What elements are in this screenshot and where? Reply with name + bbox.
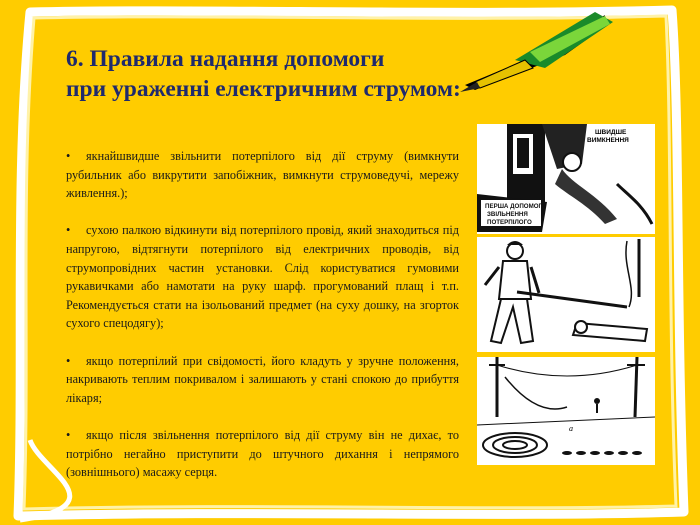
list-item-text: якнайшвидше звільнити потерпілого від дії струму (вимкнути рубильник або викрутити запобіжник, вимкнути струмоведучі, мережу живлення.); [66, 149, 459, 201]
list-item-text: сухою палкою відкинути від потерпілого провід, який знаходиться під напругою, відтягнути потерпілого від електричних проводів, від струмопровідних частин установки. Слід користуватися гумовими рукавичками або намотати на руку шарф. прогумований плащ і т.п. Рекомендується стати на ізольований предмет (на суху дошку, на згорток сухого спецодягу); [66, 223, 459, 331]
illustration-remove-wire [477, 237, 655, 352]
bullet-marker: • [66, 353, 71, 368]
list-item [66, 426, 459, 482]
switch-off-drawing [477, 124, 655, 234]
list-item-text: якщо після звільнення потерпілого від дії струму він не дихає, то потрібно негайно приступити до штучного дихання і непрямого (зовнішнього) масажу серця. [66, 427, 459, 480]
instructions-list [66, 147, 459, 500]
list-item [66, 147, 459, 203]
bullet-marker: • [66, 223, 71, 238]
list-item [66, 221, 459, 333]
illustration-scene [477, 357, 655, 465]
illustration-switch-off [477, 124, 655, 234]
scene-drawing [477, 357, 655, 465]
list-item-text: якщо потерпілий при свідомості, його кладуть у зручне положення, накривають теплим покривалом і залишають у стані спокою до прибуття лікаря; [66, 353, 459, 405]
switch-sign-text: ШВИДШЕ ВИМКНЕННЯ [587, 129, 629, 144]
bullet-marker: • [66, 149, 71, 163]
caption-text: ПЕРША ДОПОМОГА ЗВІЛЬНЕННЯ ПОТЕРПІЛОГО [485, 203, 547, 226]
list-item [66, 352, 459, 408]
slide-title [66, 44, 586, 104]
figure-letter: а [569, 424, 573, 433]
title-line-2: при ураженні електричним струмом: [66, 76, 461, 102]
title-line-1: 6. Правила надання допомоги [66, 46, 385, 72]
bullet-marker: • [66, 427, 71, 442]
remove-wire-drawing [477, 237, 655, 352]
